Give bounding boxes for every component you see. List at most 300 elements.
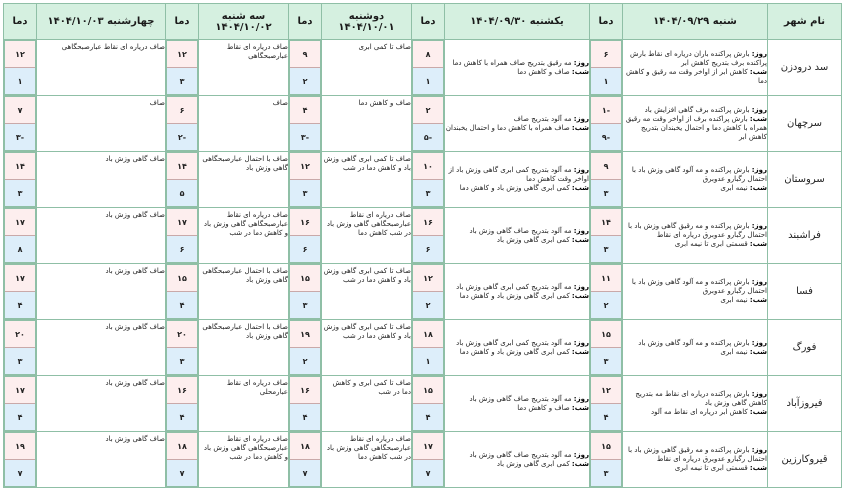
min-temp: ۶ — [167, 236, 197, 262]
temperature-box — [166, 376, 198, 431]
forecast-text-d1 — [623, 40, 768, 96]
night-forecast — [623, 296, 767, 305]
night-forecast — [445, 348, 589, 357]
temperature-cell-d2 — [412, 152, 445, 208]
day-text: مه آلود بتدریج کمی ابری گاهی وزش باد — [456, 282, 572, 291]
max-temp: ۲۰ — [167, 321, 197, 348]
temperature-box — [590, 152, 622, 207]
temperature-cell-d2 — [412, 40, 445, 96]
max-temp: ۱۷ — [413, 433, 443, 460]
day-label: روز: — [573, 226, 589, 235]
night-label: شب: — [749, 408, 767, 416]
forecast-text-d5 — [37, 320, 166, 376]
forecast-text-d1 — [623, 96, 768, 152]
forecast-body — [4, 40, 842, 488]
table-row — [4, 96, 842, 152]
min-temp: ۵ — [167, 180, 197, 206]
forecast-text: صاف دریاره ای نقاط عبارصبحگاهی — [226, 43, 288, 60]
temperature-cell-d4 — [166, 376, 199, 432]
day-text: بارش پراکنده و مه آلود گاهی وزش باد با احتمال رگبارو عدوبرق — [631, 278, 767, 295]
day-label: روز: — [751, 105, 767, 114]
day-label: روز: — [751, 390, 767, 398]
night-text: صاف و کاهش دما — [517, 67, 570, 76]
night-forecast — [445, 404, 589, 413]
min-temp: ۲ — [290, 348, 320, 374]
day-forecast — [623, 222, 767, 240]
temperature-cell-d5 — [4, 264, 37, 320]
table-row — [4, 152, 842, 208]
temperature-box — [289, 432, 321, 487]
min-temp: -۵ — [413, 124, 443, 150]
temperature-cell-d4 — [166, 208, 199, 264]
temperature-cell-d2 — [412, 320, 445, 376]
day-text: مه آلود بتدریج صاف گاهی وزش باد — [469, 226, 572, 235]
city-name: فراشبند — [768, 208, 842, 264]
temperature-cell-d1 — [590, 376, 623, 432]
forecast-text-d2 — [445, 264, 590, 320]
day-label: روز: — [573, 338, 589, 347]
night-forecast — [445, 124, 589, 133]
temperature-cell-d1 — [590, 40, 623, 96]
max-temp: ۴ — [290, 97, 320, 124]
forecast-text-d5 — [37, 208, 166, 264]
max-temp: ۱۸ — [167, 433, 197, 460]
max-temp: ۱۸ — [290, 433, 320, 460]
night-forecast — [623, 464, 767, 473]
night-label: شب: — [571, 235, 589, 244]
min-temp: -۳ — [5, 124, 35, 150]
max-temp: ۱۵ — [413, 377, 443, 404]
temperature-cell-d3 — [289, 320, 322, 376]
forecast-text: صاف گاهی وزش باد — [105, 267, 165, 275]
forecast-text-d1 — [623, 432, 768, 488]
day-text: مه آلود بتدریج صاف — [513, 114, 572, 123]
max-temp: ۱۲ — [290, 153, 320, 180]
min-temp: ۳ — [591, 460, 621, 486]
forecast-text: صاف دریاره ای نقاط عبارصبحگاهی — [61, 43, 165, 51]
max-temp: ۱۴ — [591, 209, 621, 236]
max-temp: ۱۹ — [5, 433, 35, 460]
header-city: نام شهر — [768, 4, 842, 40]
day-forecast — [623, 166, 767, 184]
city-name: سد درودزن — [768, 40, 842, 96]
temperature-cell-d2 — [412, 208, 445, 264]
header-day2: یکشنبه ۱۴۰۴/۰۹/۳۰ — [445, 4, 590, 40]
min-temp: ۱ — [591, 68, 621, 94]
temperature-box — [412, 96, 444, 151]
temperature-box — [590, 320, 622, 375]
forecast-text: صاف گاهی وزش باد — [105, 435, 165, 443]
forecast-text-d4 — [199, 432, 289, 488]
forecast-text-d4 — [199, 208, 289, 264]
night-text: کمی ابری گاهی وزش باد — [496, 459, 570, 468]
min-temp: ۳ — [167, 348, 197, 374]
day-text: بارش پراکنده برف گاهی افزایش باد — [644, 105, 750, 114]
max-temp: ۱۵ — [167, 265, 197, 292]
forecast-text: صاف گاهی وزش باد — [105, 379, 165, 387]
forecast-text-d2 — [445, 152, 590, 208]
forecast-text: صاف تا کمی ابری گاهی وزش باد و کاهش دما در شب — [323, 267, 411, 284]
temperature-cell-d1 — [590, 152, 623, 208]
day-forecast — [445, 283, 589, 292]
forecast-text: صاف دریاره ای نقاط عبارصبحگاهی گاهی وزش باد در شب کاهش دما — [326, 435, 411, 461]
max-temp: ۱۶ — [290, 209, 320, 236]
forecast-text-d2 — [445, 432, 590, 488]
day-label: روز: — [573, 166, 589, 174]
day-text: بارش پراکنده و مه آلود گاهی وزش باد با احتمال رگبارو عدوبرق — [631, 166, 767, 183]
min-temp: ۳ — [5, 348, 35, 374]
day-label: روز: — [751, 49, 767, 58]
min-temp: ۴ — [167, 404, 197, 430]
temperature-box — [590, 264, 622, 319]
night-text: قسمتی ابری تا نیمه ابری — [674, 240, 748, 248]
temperature-box — [289, 264, 321, 319]
night-label: شب: — [571, 403, 589, 412]
night-forecast — [623, 240, 767, 249]
forecast-text-d5 — [37, 432, 166, 488]
temperature-cell-d2 — [412, 432, 445, 488]
day-label: روز: — [573, 394, 589, 403]
forecast-text-d4 — [199, 376, 289, 432]
temperature-box — [412, 264, 444, 319]
temperature-cell-d5 — [4, 208, 37, 264]
forecast-text: صاف گاهی وزش باد — [105, 323, 165, 331]
night-label: شب: — [749, 114, 767, 123]
header-day3-temp: دما — [289, 4, 322, 40]
temperature-box — [166, 320, 198, 375]
temperature-box — [289, 376, 321, 431]
min-temp: -۲ — [167, 124, 197, 150]
min-temp: ۸ — [5, 236, 35, 262]
min-temp: ۳ — [591, 236, 621, 262]
city-name: سرچهان — [768, 96, 842, 152]
temperature-box — [166, 40, 198, 95]
temperature-cell-d1 — [590, 264, 623, 320]
header-row — [4, 4, 842, 40]
min-temp: ۶ — [290, 236, 320, 262]
forecast-text: صاف دریاره ای نقاط عبارصبحگاهی گاهی وزش باد و کاهش دما در شب — [203, 211, 288, 237]
min-temp: ۴ — [5, 292, 35, 318]
night-text: صاف و کاهش دما — [517, 403, 570, 412]
max-temp: ۱۷ — [5, 377, 35, 404]
forecast-text: صاف دریاره ای نقاط عبارمحلی — [226, 379, 288, 396]
night-text: صاف همراه با کاهش دما و احتمال یخبندان — [445, 123, 570, 132]
night-label: شب: — [749, 67, 767, 76]
temperature-cell-d3 — [289, 376, 322, 432]
day-forecast — [623, 106, 767, 115]
min-temp: ۷ — [5, 460, 35, 486]
temperature-box — [166, 264, 198, 319]
night-forecast — [623, 408, 767, 417]
temperature-cell-d2 — [412, 96, 445, 152]
temperature-cell-d5 — [4, 96, 37, 152]
day-text: مه آلود بتدریج کمی ابری گاهی وزش باد از اواخر وقت کاهش دما — [448, 166, 589, 183]
night-label: شب: — [571, 347, 589, 356]
forecast-text: صاف دریاره ای نقاط عبارصبحگاهی گاهی وزش باد در شب کاهش دما — [326, 211, 411, 237]
night-text: نیمه ابری — [720, 347, 748, 356]
max-temp: ۱۶ — [290, 377, 320, 404]
day-label: روز: — [751, 278, 767, 286]
temperature-cell-d3 — [289, 432, 322, 488]
night-forecast — [445, 184, 589, 193]
day-text: بارش پراکنده و مه رقیق گاهی وزش باد با احتمال رگبارو عدوبرق دریاره ای نقاط — [628, 222, 767, 239]
max-temp: ۶ — [167, 97, 197, 124]
min-temp: ۴ — [591, 404, 621, 430]
night-forecast — [623, 115, 767, 142]
max-temp: ۸ — [413, 41, 443, 68]
night-forecast — [445, 460, 589, 469]
min-temp: ۲ — [290, 68, 320, 94]
forecast-text-d2 — [445, 96, 590, 152]
day-forecast — [623, 50, 767, 68]
min-temp: ۳ — [290, 292, 320, 318]
max-temp: ۱۴ — [167, 153, 197, 180]
header-day4: سه شنبه ۱۴۰۴/۱۰/۰۲ — [199, 4, 289, 40]
table-row — [4, 264, 842, 320]
max-temp: ۱۰ — [413, 153, 443, 180]
forecast-text: صاف تا کمی ابری گاهی وزش باد و کاهش دما در شب — [323, 155, 411, 172]
day-forecast — [445, 227, 589, 236]
max-temp: ۱۲ — [5, 41, 35, 68]
max-temp: ۹ — [290, 41, 320, 68]
temperature-box — [590, 40, 622, 95]
day-forecast — [445, 451, 589, 460]
night-label: شب: — [749, 184, 767, 192]
temperature-box — [412, 152, 444, 207]
forecast-text-d3 — [322, 320, 412, 376]
forecast-text: صاف تا کمی ابری گاهی وزش باد و کاهش دما در شب — [323, 323, 411, 340]
min-temp: ۳ — [413, 180, 443, 206]
day-text: بارش پراکنده و مه رقیق گاهی وزش باد با احتمال رگبارو عدوبرق دریاره ای نقاط — [628, 446, 767, 463]
night-label: شب: — [571, 184, 589, 192]
forecast-text: صاف گاهی وزش باد — [105, 155, 165, 163]
night-text: کمی ابری گاهی وزش باد و کاهش دما — [459, 347, 570, 356]
max-temp: ۱۶ — [167, 377, 197, 404]
day-text: بارش پراکنده و مه آلود گاهی وزش باد — [638, 338, 750, 347]
day-label: روز: — [751, 338, 767, 347]
forecast-text-d2 — [445, 320, 590, 376]
min-temp: ۳ — [591, 348, 621, 374]
night-forecast — [623, 184, 767, 193]
min-temp: ۱ — [413, 348, 443, 374]
temperature-box — [289, 96, 321, 151]
temperature-box — [590, 96, 622, 151]
min-temp: ۷ — [167, 460, 197, 486]
day-forecast — [445, 115, 589, 124]
day-label: روز: — [751, 222, 767, 230]
temperature-box — [4, 152, 36, 207]
forecast-text-d3 — [322, 264, 412, 320]
max-temp: ۱۹ — [290, 321, 320, 348]
forecast-text-d1 — [623, 208, 768, 264]
forecast-text-d3 — [322, 376, 412, 432]
min-temp: -۹ — [591, 124, 621, 150]
max-temp: ۶ — [591, 41, 621, 68]
forecast-table — [3, 3, 842, 488]
max-temp: ۱۵ — [591, 433, 621, 460]
temperature-cell-d2 — [412, 264, 445, 320]
forecast-text: صاف تا کمی ابری — [358, 43, 411, 51]
max-temp: ۷ — [5, 97, 35, 124]
max-temp: ۲ — [413, 97, 443, 124]
day-forecast — [445, 166, 589, 184]
forecast-text-d5 — [37, 96, 166, 152]
night-forecast — [445, 68, 589, 77]
temperature-cell-d4 — [166, 40, 199, 96]
forecast-text-d3 — [322, 432, 412, 488]
max-temp: ۱۷ — [5, 209, 35, 236]
night-forecast — [445, 292, 589, 301]
temperature-box — [4, 376, 36, 431]
header-day5-temp: دما — [4, 4, 37, 40]
forecast-text-d1 — [623, 320, 768, 376]
temperature-box — [412, 320, 444, 375]
day-label: روز: — [751, 166, 767, 174]
max-temp: ۱۲ — [167, 41, 197, 68]
forecast-text: صاف گاهی وزش باد — [105, 211, 165, 219]
night-label: شب: — [749, 296, 767, 304]
night-label: شب: — [749, 464, 767, 472]
forecast-text-d3 — [322, 208, 412, 264]
forecast-text-d4 — [199, 320, 289, 376]
night-label: شب: — [571, 67, 589, 76]
header-day4-temp: دما — [166, 4, 199, 40]
temperature-box — [166, 152, 198, 207]
day-forecast — [623, 446, 767, 464]
day-text: مه رقیق بتدریج صاف همراه با کاهش دما — [452, 58, 572, 67]
min-temp: ۴ — [167, 292, 197, 318]
max-temp: ۱۲ — [591, 377, 621, 404]
night-text: کاهش ابر از اواخر وقت مه رقیق و کاهش دما — [626, 67, 767, 85]
table-row — [4, 40, 842, 96]
max-temp: ۱۴ — [5, 153, 35, 180]
forecast-text: صاف با احتمال عبارصبحگاهی گاهی وزش باد — [202, 267, 288, 284]
max-temp: ۱۷ — [167, 209, 197, 236]
header-day2-temp: دما — [412, 4, 445, 40]
temperature-box — [590, 208, 622, 263]
temperature-box — [166, 208, 198, 263]
forecast-text-d3 — [322, 40, 412, 96]
temperature-cell-d4 — [166, 152, 199, 208]
day-text: مه آلود بتدریج صاف گاهی وزش باد — [469, 450, 572, 459]
temperature-box — [289, 320, 321, 375]
night-text: نیمه ابری — [720, 296, 748, 304]
temperature-box — [412, 432, 444, 487]
min-temp: ۳ — [591, 180, 621, 206]
night-label: شب: — [749, 347, 767, 356]
forecast-text: صاف — [272, 99, 288, 107]
forecast-text: صاف با احتمال عبارصبحگاهی گاهی وزش باد — [202, 323, 288, 340]
day-text: بارش پراکنده باران دریاره ای نقاط بارش پراکنده برف بتدریج کاهش ابر — [629, 49, 767, 67]
min-temp: ۶ — [413, 236, 443, 262]
temperature-cell-d4 — [166, 96, 199, 152]
temperature-box — [4, 96, 36, 151]
table-row — [4, 208, 842, 264]
header-day1: شنبه ۱۴۰۴/۰۹/۲۹ — [623, 4, 768, 40]
min-temp: ۱ — [5, 68, 35, 94]
day-forecast — [445, 395, 589, 404]
night-forecast — [445, 236, 589, 245]
temperature-box — [4, 264, 36, 319]
temperature-box — [166, 96, 198, 151]
forecast-text-d4 — [199, 152, 289, 208]
day-text: بارش پراکنده دریاره ای نقاط مه بتدریج کاهش گاهی وزش باد — [635, 390, 767, 407]
temperature-cell-d5 — [4, 376, 37, 432]
temperature-box — [590, 376, 622, 431]
max-temp: -۱ — [591, 97, 621, 124]
forecast-text-d5 — [37, 376, 166, 432]
temperature-cell-d1 — [590, 208, 623, 264]
night-forecast — [623, 68, 767, 86]
min-temp: ۳ — [167, 68, 197, 94]
forecast-text-d1 — [623, 264, 768, 320]
min-temp: ۲ — [413, 292, 443, 318]
day-forecast — [623, 339, 767, 348]
temperature-box — [412, 208, 444, 263]
city-name: فورگ — [768, 320, 842, 376]
temperature-box — [289, 40, 321, 95]
header-day5: چهارشنبه ۱۴۰۴/۱۰/۰۳ — [37, 4, 166, 40]
max-temp: ۱۵ — [591, 321, 621, 348]
temperature-cell-d3 — [289, 96, 322, 152]
min-temp: ۱ — [413, 68, 443, 94]
min-temp: ۷ — [290, 460, 320, 486]
forecast-text-d5 — [37, 40, 166, 96]
temperature-cell-d5 — [4, 152, 37, 208]
night-text: قسمتی ابری تا نیمه ابری — [674, 464, 748, 472]
temperature-box — [289, 152, 321, 207]
forecast-text-d4 — [199, 264, 289, 320]
temperature-cell-d1 — [590, 320, 623, 376]
max-temp: ۹ — [591, 153, 621, 180]
night-label: شب: — [571, 459, 589, 468]
header-day1-temp: دما — [590, 4, 623, 40]
temperature-box — [412, 376, 444, 431]
forecast-text-d3 — [322, 152, 412, 208]
temperature-box — [4, 40, 36, 95]
temperature-cell-d4 — [166, 320, 199, 376]
temperature-cell-d3 — [289, 152, 322, 208]
day-text: مه آلود بتدریج کمی ابری گاهی وزش باد — [456, 338, 572, 347]
table-row — [4, 320, 842, 376]
temperature-cell-d3 — [289, 208, 322, 264]
forecast-container — [3, 3, 841, 478]
min-temp: ۳ — [290, 180, 320, 206]
forecast-text: صاف — [149, 99, 165, 107]
temperature-box — [166, 432, 198, 487]
day-label: روز: — [573, 450, 589, 459]
forecast-text-d2 — [445, 40, 590, 96]
min-temp: ۲ — [591, 292, 621, 318]
night-label: شب: — [571, 291, 589, 300]
table-row — [4, 376, 842, 432]
night-text: کمی ابری گاهی وزش باد و کاهش دما — [459, 184, 570, 192]
temperature-box — [289, 208, 321, 263]
min-temp: ۳ — [5, 180, 35, 206]
forecast-text-d5 — [37, 152, 166, 208]
forecast-text-d1 — [623, 376, 768, 432]
temperature-box — [4, 432, 36, 487]
forecast-text-d2 — [445, 208, 590, 264]
temperature-cell-d5 — [4, 40, 37, 96]
forecast-text: صاف تا کمی ابری و کاهش دما در شب — [332, 379, 411, 396]
city-name: فسا — [768, 264, 842, 320]
temperature-cell-d5 — [4, 320, 37, 376]
night-text: کمی ابری گاهی وزش باد — [496, 235, 570, 244]
min-temp: ۷ — [413, 460, 443, 486]
night-text: نیمه ابری — [720, 184, 748, 192]
max-temp: ۱۷ — [5, 265, 35, 292]
